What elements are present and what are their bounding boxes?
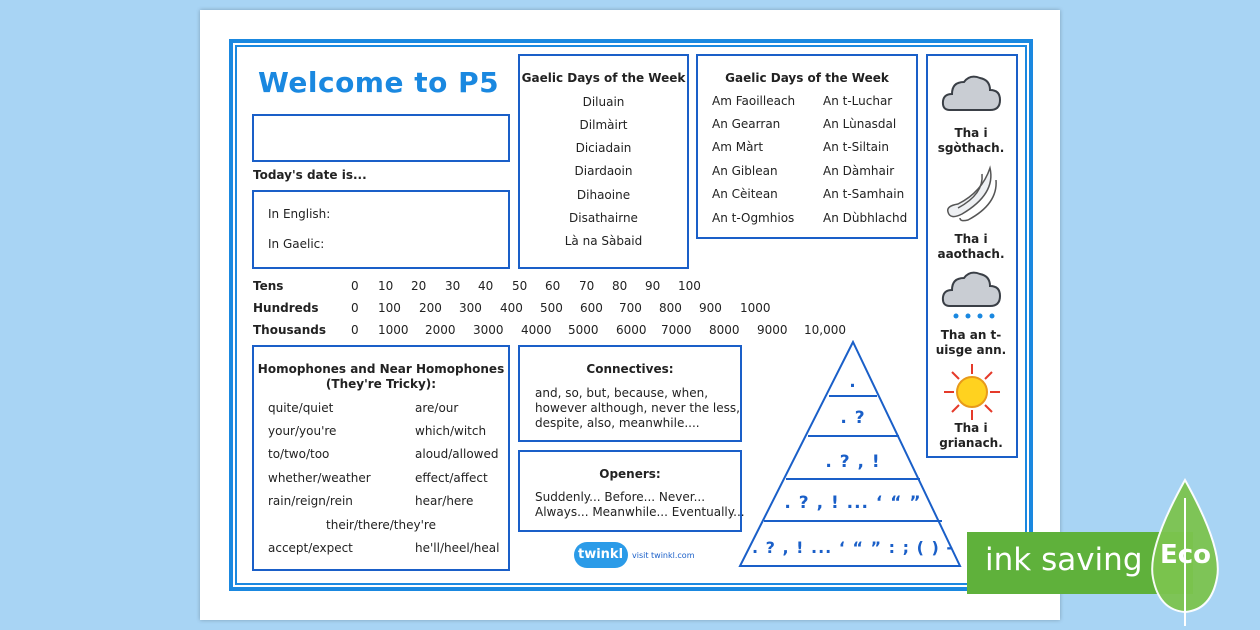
thousands-value: 4000 xyxy=(521,323,552,337)
homophone-item: aloud/allowed xyxy=(415,447,499,461)
hundreds-value: 600 xyxy=(580,301,603,315)
month-item: Am Faoilleach xyxy=(712,94,796,108)
tens-value: 40 xyxy=(478,279,494,293)
thousands-value: 5000 xyxy=(568,323,599,337)
thousands-value: 8000 xyxy=(709,323,740,337)
homophone-item: are/our xyxy=(415,401,459,415)
month-item: An t-Ogmhios xyxy=(712,211,795,225)
thousands-value: 2000 xyxy=(425,323,456,337)
weather-text: Tha i aaothach. xyxy=(937,232,1005,261)
thousands-value: 0 xyxy=(351,323,359,337)
month-item: An t-Samhain xyxy=(823,187,905,201)
month-item: An Giblean xyxy=(712,164,778,178)
twinkl-logo-text: twinkl xyxy=(578,547,624,562)
month-item: Am Màrt xyxy=(712,140,764,154)
homophone-item: he'll/heel/heal xyxy=(415,541,500,555)
ink-saving-text: ink saving xyxy=(985,542,1143,578)
day-item: Dilmàirt xyxy=(579,118,628,132)
hundreds-value: 1000 xyxy=(740,301,771,315)
homophone-item: which/witch xyxy=(415,424,487,438)
cloud-icon xyxy=(940,70,1004,114)
hundreds-value: 700 xyxy=(619,301,642,315)
page-title: Welcome to P5 xyxy=(258,66,500,99)
homophone-item: effect/affect xyxy=(415,471,488,485)
thousands-label: Thousands xyxy=(253,323,327,337)
hundreds-value: 900 xyxy=(699,301,722,315)
homophone-item: to/two/too xyxy=(268,447,330,461)
tens-value: 30 xyxy=(445,279,461,293)
connectives-line: despite, also, meanwhile.... xyxy=(535,416,700,430)
tens-value: 20 xyxy=(411,279,427,293)
openers-line: Always... Meanwhile... Eventually... xyxy=(535,505,745,519)
homophones-subheading: (They're Tricky): xyxy=(325,377,437,391)
tens-value: 60 xyxy=(545,279,561,293)
rain-cloud-icon xyxy=(940,270,1004,322)
homophone-item: hear/here xyxy=(415,494,474,508)
month-item: An Gearran xyxy=(712,117,781,131)
tens-value: 70 xyxy=(579,279,595,293)
tens-label: Tens xyxy=(253,279,284,293)
homophones-heading: Homophones and Near Homophones xyxy=(257,362,505,376)
eco-label: Eco xyxy=(1160,540,1212,570)
date-gaelic-label: In Gaelic: xyxy=(268,237,325,251)
homophone-item: accept/expect xyxy=(268,541,353,555)
month-item: An Dàmhair xyxy=(823,164,895,178)
month-item: An t-Luchar xyxy=(823,94,893,108)
hundreds-value: 300 xyxy=(459,301,482,315)
wind-icon xyxy=(942,164,1002,224)
twinkl-url[interactable]: visit twinkl.com xyxy=(632,551,695,560)
tens-value: 90 xyxy=(645,279,661,293)
tens-value: 10 xyxy=(378,279,394,293)
thousands-value: 3000 xyxy=(473,323,504,337)
month-item: An t-Siltain xyxy=(823,140,889,154)
day-item: Diluain xyxy=(582,95,625,109)
date-box[interactable] xyxy=(252,190,510,269)
weather-text: Tha an t-uisge ann. xyxy=(935,328,1007,357)
blank-name-box[interactable] xyxy=(252,114,510,162)
hundreds-value: 400 xyxy=(500,301,523,315)
months-heading: Gaelic Days of the Week xyxy=(725,71,889,85)
connectives-heading: Connectives: xyxy=(586,362,674,376)
tens-value: 100 xyxy=(678,279,701,293)
thousands-value: 10,000 xyxy=(804,323,846,337)
openers-heading: Openers: xyxy=(599,467,661,481)
openers-line: Suddenly... Before... Never... xyxy=(535,490,706,504)
hundreds-label: Hundreds xyxy=(253,301,319,315)
tens-value: 0 xyxy=(351,279,359,293)
homophone-item: whether/weather xyxy=(268,471,371,485)
tens-value: 80 xyxy=(612,279,628,293)
hundreds-value: 500 xyxy=(540,301,563,315)
hundreds-value: 800 xyxy=(659,301,682,315)
thousands-value: 9000 xyxy=(757,323,788,337)
weather-text: Tha i grianach. xyxy=(939,421,1003,450)
pyramid-row: . xyxy=(849,372,857,392)
connectives-line: however although, never the less, xyxy=(535,401,740,415)
days-heading: Gaelic Days of the Week xyxy=(521,71,686,85)
pyramid-row: . ? xyxy=(840,408,866,428)
date-english-label: In English: xyxy=(268,207,331,221)
pyramid-row: . ? , ! ... ‘ “ ” : ; ( ) - xyxy=(752,538,954,557)
day-item: Diardaoin xyxy=(574,164,633,178)
hundreds-value: 100 xyxy=(378,301,401,315)
homophone-item: your/you're xyxy=(268,424,337,438)
month-item: An Cèitean xyxy=(712,187,778,201)
homophone-item: their/there/they're xyxy=(326,518,436,532)
connectives-line: and, so, but, because, when, xyxy=(535,386,709,400)
date-label: Today's date is... xyxy=(253,168,367,182)
hundreds-value: 200 xyxy=(419,301,442,315)
pyramid-row: . ? , ! ... ‘ “ ” xyxy=(784,493,922,513)
day-item: Diciadain xyxy=(575,141,632,155)
weather-text: Tha i sgòthach. xyxy=(937,126,1005,155)
thousands-value: 6000 xyxy=(616,323,647,337)
homophone-item: rain/reign/rein xyxy=(268,494,353,508)
homophone-item: quite/quiet xyxy=(268,401,334,415)
hundreds-value: 0 xyxy=(351,301,359,315)
thousands-value: 1000 xyxy=(378,323,409,337)
thousands-value: 7000 xyxy=(661,323,692,337)
day-item: Dihaoine xyxy=(576,188,631,202)
pyramid-row: . ? , ! xyxy=(825,452,881,472)
tens-value: 50 xyxy=(512,279,528,293)
day-item: Disathairne xyxy=(569,211,638,225)
day-item: Là na Sàbaid xyxy=(564,234,643,248)
month-item: An Lùnasdal xyxy=(823,117,897,131)
month-item: An Dùbhlachd xyxy=(823,211,908,225)
